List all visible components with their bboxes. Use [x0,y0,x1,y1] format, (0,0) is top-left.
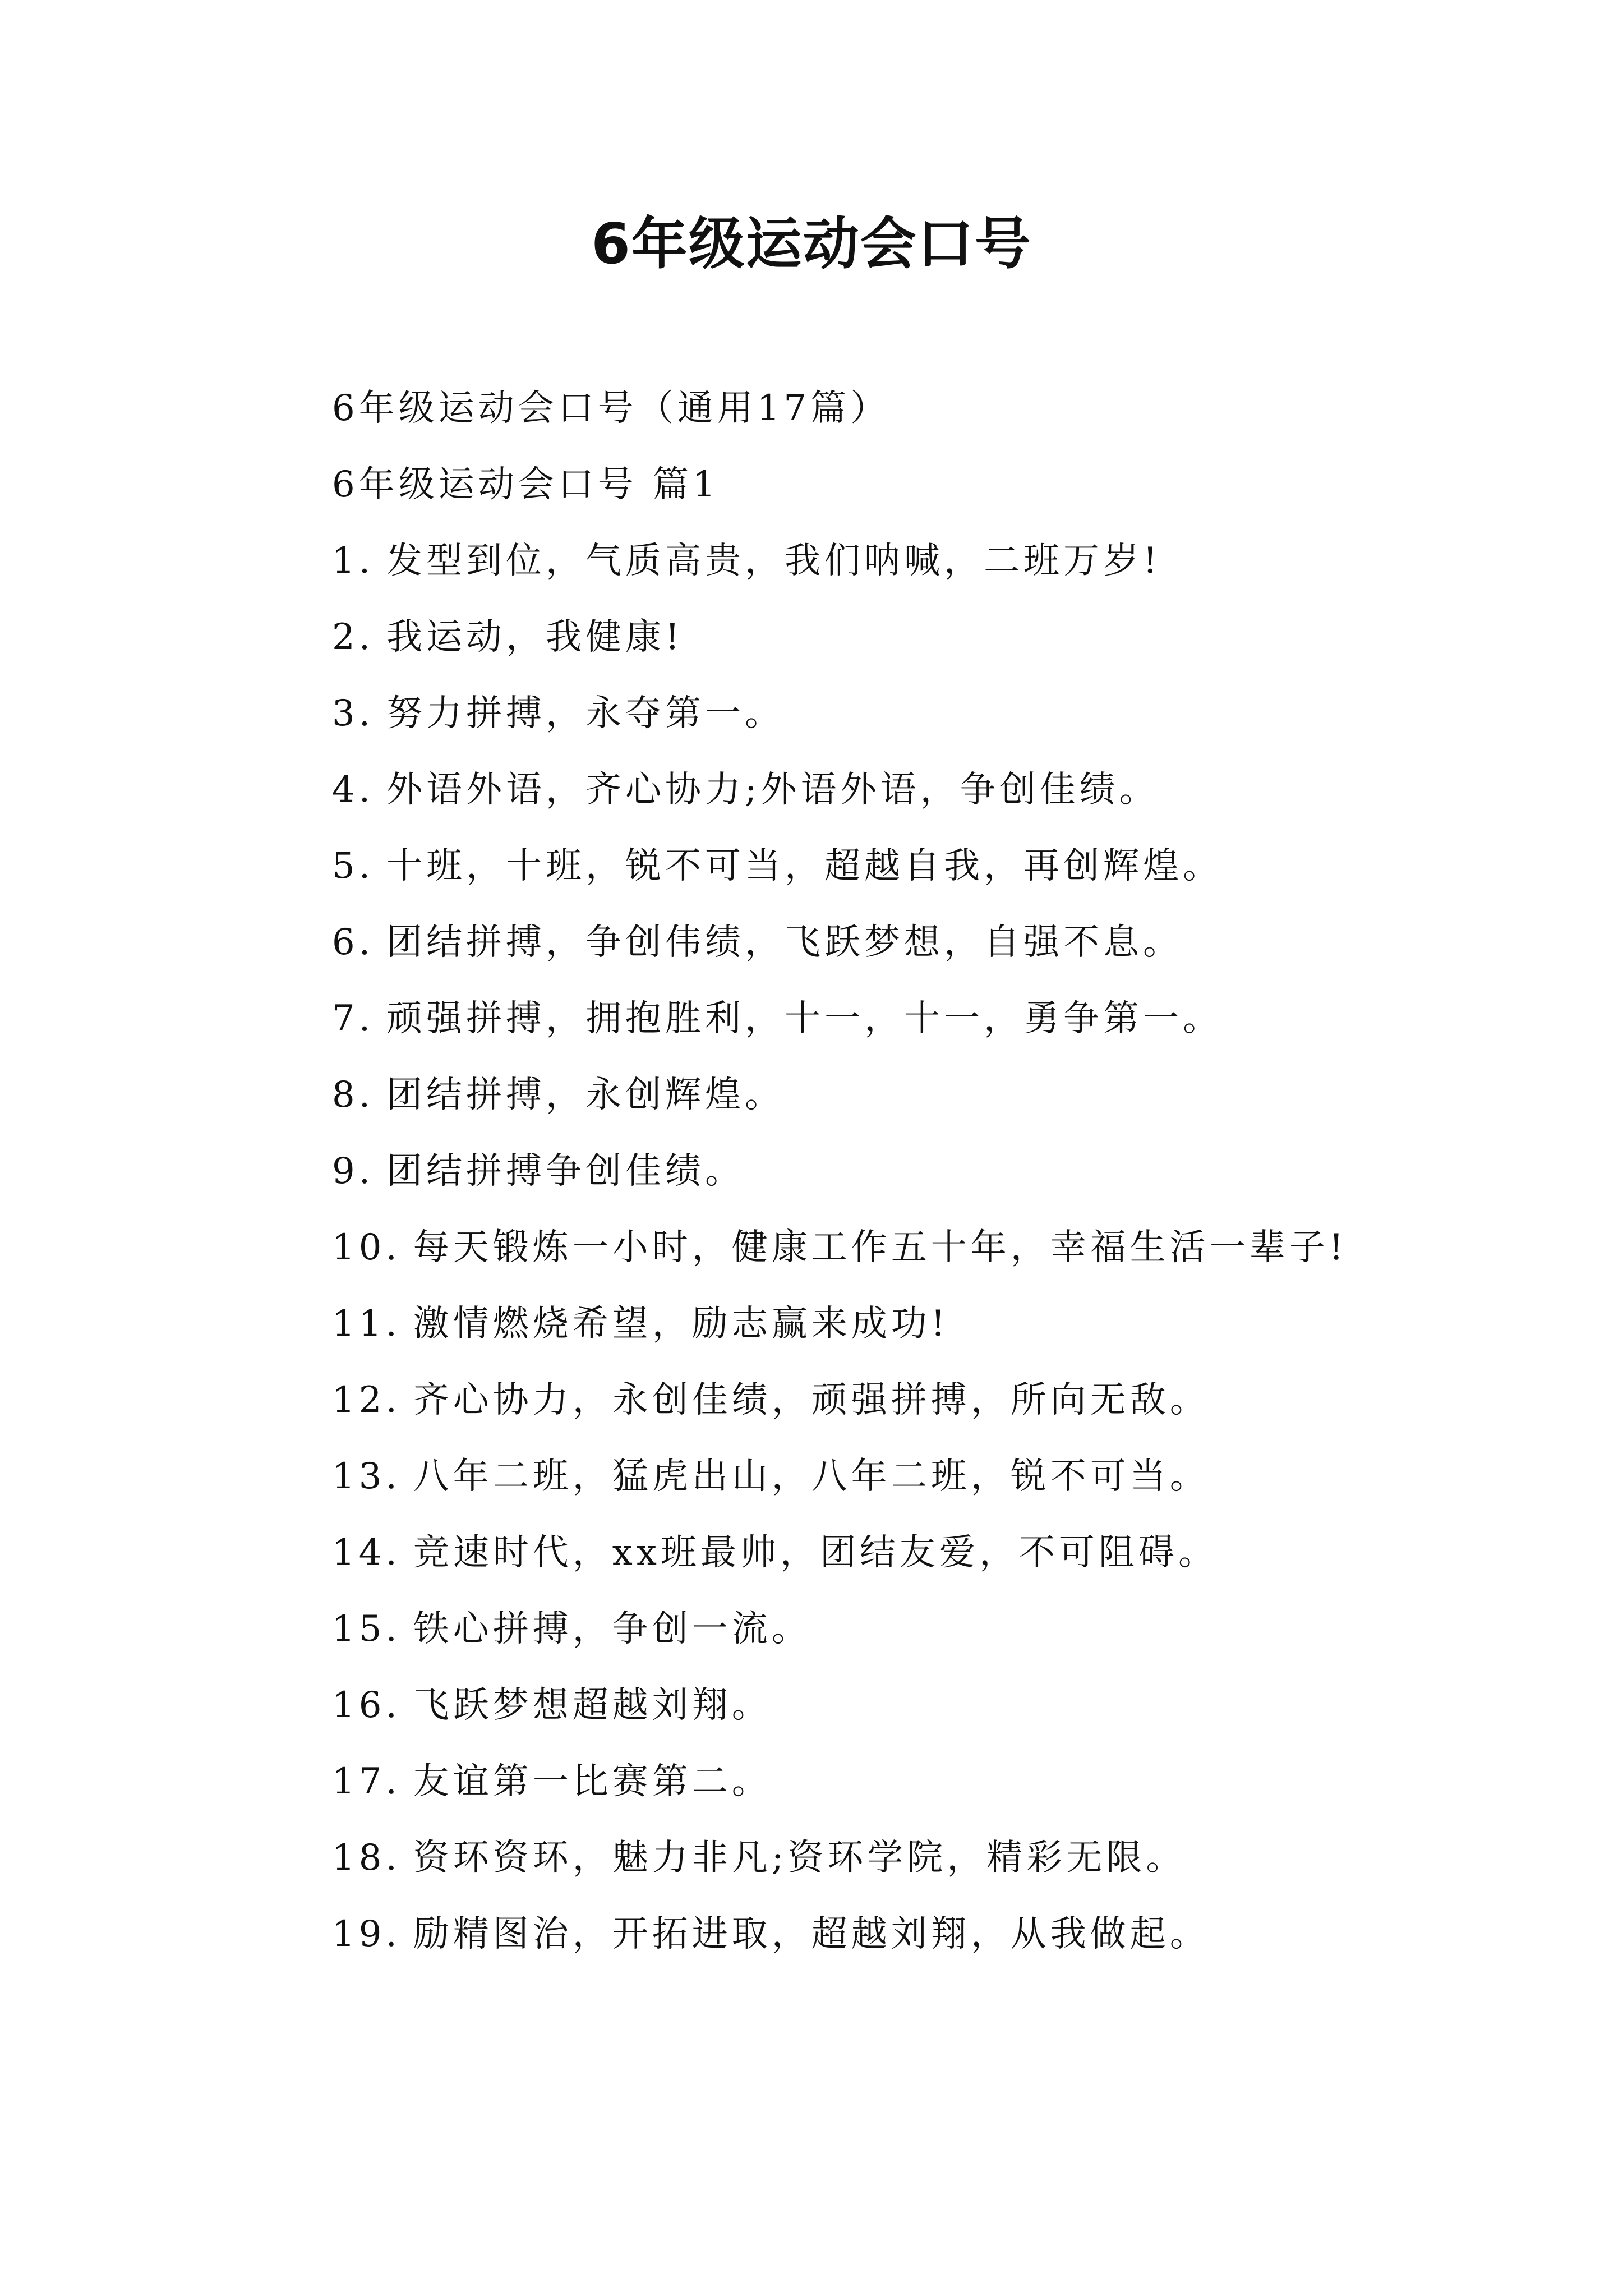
slogan-item [247,1591,1396,1667]
slogan-item [247,1362,1396,1438]
slogan-item [247,752,1396,828]
slogan-item [247,1438,1396,1515]
slogan-item [247,675,1396,752]
slogan-number: 4. [332,769,375,811]
slogan-text: 发型到位，气质高贵，我们呐喊，二班万岁! [386,540,1161,582]
slogan-text: 友谊第一比赛第二。 [413,1761,772,1802]
slogan-item [247,1057,1396,1133]
slogan-number: 9. [332,1151,375,1192]
section-heading: 6年级运动会口号 篇1 [332,464,720,505]
slogan-text: 顽强拼搏，拥抱胜利，十一，十一，勇争第一。 [386,998,1223,1039]
slogan-item [247,904,1396,981]
slogan-item [247,1820,1396,1896]
slogan-text: 团结拼搏，永创辉煌。 [386,1074,785,1116]
slogan-number: 8. [332,1074,375,1116]
slogan-item [247,523,1396,599]
slogan-item [247,1286,1396,1362]
slogan-number: 2. [332,616,375,658]
slogan-item [247,1133,1396,1209]
document-body [247,370,1396,1972]
slogan-text: 飞跃梦想超越刘翔。 [413,1685,772,1726]
slogan-text: 激情燃烧希望，励志赢来成功! [413,1303,949,1345]
slogan-text: 外语外语，齐心协力;外语外语，争创佳绩。 [386,769,1159,811]
slogan-text: 励精图治，开拓进取，超越刘翔，从我做起。 [413,1913,1210,1955]
slogan-text: 十班，十班，锐不可当，超越自我，再创辉煌。 [386,845,1223,887]
slogan-item [247,599,1396,675]
slogan-number: 7. [332,998,375,1039]
slogan-item [247,1209,1396,1286]
slogan-text: 铁心拼搏，争创一流。 [413,1608,811,1650]
slogan-text: 八年二班，猛虎出山，八年二班，锐不可当。 [413,1456,1210,1497]
slogan-text: 我运动，我健康! [386,616,684,658]
slogan-number: 13. [332,1456,401,1497]
slogan-text: 资环资环，魅力非凡;资环学院，精彩无限。 [413,1837,1186,1879]
slogan-number: 11. [332,1303,401,1345]
slogan-item [247,1667,1396,1743]
slogan-item [247,1896,1396,1972]
slogan-text: 竞速时代，xx班最帅，团结友爱，不可阻碍。 [413,1532,1218,1573]
slogan-item [247,1515,1396,1591]
slogan-number: 18. [332,1837,401,1879]
slogan-number: 16. [332,1685,401,1726]
slogan-text: 团结拼搏，争创伟绩，飞跃梦想，自强不息。 [386,922,1183,963]
slogan-number: 10. [332,1227,401,1268]
slogan-number: 14. [332,1532,401,1573]
slogan-number: 17. [332,1761,401,1802]
slogan-number: 12. [332,1379,401,1421]
slogan-item [247,1743,1396,1820]
document-title: 6年级运动会口号 [591,211,1032,277]
slogan-number: 19. [332,1913,401,1955]
slogan-text: 团结拼搏争创佳绩。 [386,1151,745,1192]
slogan-text: 每天锻炼一小时，健康工作五十年，幸福生活一辈子! [413,1227,1348,1268]
slogan-item [247,828,1396,904]
slogan-number: 5. [332,845,375,887]
slogan-number: 3. [332,693,375,734]
slogan-number: 15. [332,1608,401,1650]
slogan-item [247,981,1396,1057]
slogan-text: 齐心协力，永创佳绩，顽强拼搏，所向无敌。 [413,1379,1210,1421]
intro-paragraph: 6年级运动会口号（通用17篇） [332,388,891,429]
slogan-number: 1. [332,540,375,582]
slogan-number: 6. [332,922,375,963]
slogan-text: 努力拼搏，永夺第一。 [386,693,785,734]
